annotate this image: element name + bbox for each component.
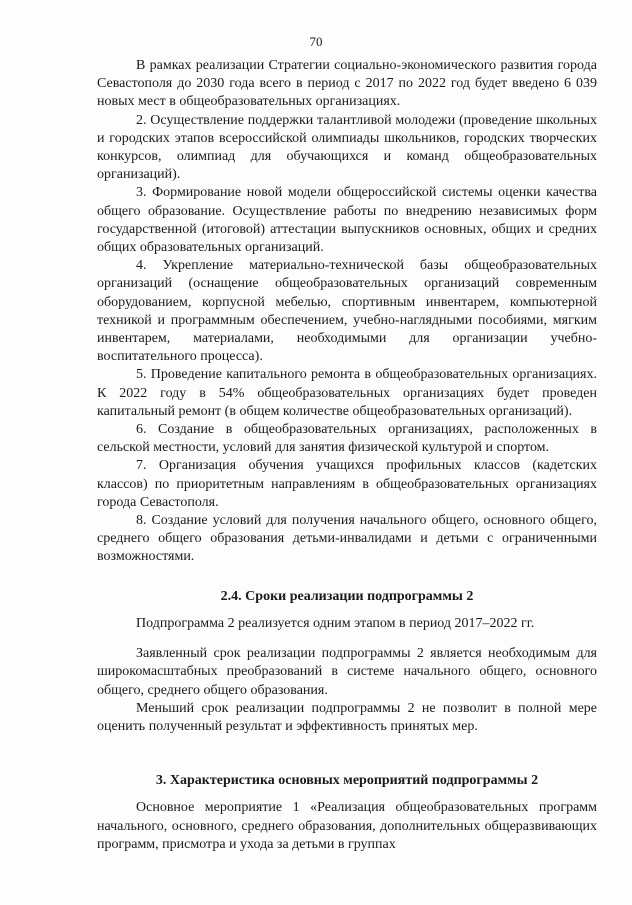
- page-body: [97, 57, 597, 854]
- paragraph-item-6: 6. Создание в общеобразовательных организациях, расположенных в сельской местности, условий для занятия физической культурой и спортом.: [97, 422, 597, 456]
- section-heading-2-4: 2.4. Сроки реализации подпрограммы 2: [220, 588, 474, 604]
- paragraph-item-2: 2. Осуществление поддержки талантливой молодежи (проведение школьных и городских этапов всероссийской олимпиады школьников, городских творческих конкурсов, олимпиад для обучающихся и команд общеобразовательных организаций).: [97, 112, 597, 183]
- section-heading-3: 3. Характеристика основных мероприятий подпрограммы 2: [155, 773, 539, 789]
- paragraph-term-shorter: Меньший срок реализации подпрограммы 2 не позволит в полной мере оценить полученный результат и эффективность принятых мер.: [97, 700, 597, 734]
- paragraph-item-5: 5. Проведение капитального ремонта в общеобразовательных организациях. К 2022 году в 54% общеобразовательных организациях будет проведен капитальный ремонт (в общем количестве общеобразовательных организаций).: [97, 367, 597, 419]
- paragraph-item-8: 8. Создание условий для получения начального общего, основного общего, среднего общего образования детьми-инвалидами и детьми с ограниченными возможностями.: [97, 513, 597, 565]
- paragraph-strategy: В рамках реализации Стратегии социально-экономического развития города Севастополя до 2030 года всего в период с 2017 по 2022 год будет введено 6 039 новых мест в общеобразовательных организациях.: [97, 58, 597, 110]
- paragraph-main-activity-1: Основное мероприятие 1 «Реализация общеобразовательных программ начального, основного, среднего образования, дополнительных общеразвивающих программ, присмотра и ухода за детьми в группах: [97, 800, 597, 852]
- paragraph-term-stage: Подпрограмма 2 реализуется одним этапом в период 2017–2022 гг.: [136, 615, 535, 631]
- page-number: 70: [309, 34, 323, 49]
- paragraph-item-7: 7. Организация обучения учащихся профильных классов (кадетских классов) по приоритетным направлениям в общеобразовательных организациях города Севастополя.: [97, 458, 597, 510]
- paragraph-item-3: 3. Формирование новой модели общероссийской системы оценки качества общего образование. Осуществление работы по внедрению независимых форм государственной (итоговой) аттестации выпускников основных, общих и средних общих образовательных организаций.: [97, 185, 597, 256]
- paragraph-item-4: 4. Укрепление материально-технической базы общеобразовательных организаций (оснащение общеобразовательных организаций современным оборудованием, корпусной мебелью, спортивным инвентарем, компьютерной техникой и программным обеспечением, учебно-наглядными пособиями, мягким инвентарем, материалами, необходимыми для организации учебно-воспитательного процесса).: [97, 258, 597, 365]
- paragraph-term-justification: Заявленный срок реализации подпрограммы 2 является необходимым для широкомасштабных преобразований в системе начального общего, основного общего, среднего общего образования.: [97, 646, 597, 698]
